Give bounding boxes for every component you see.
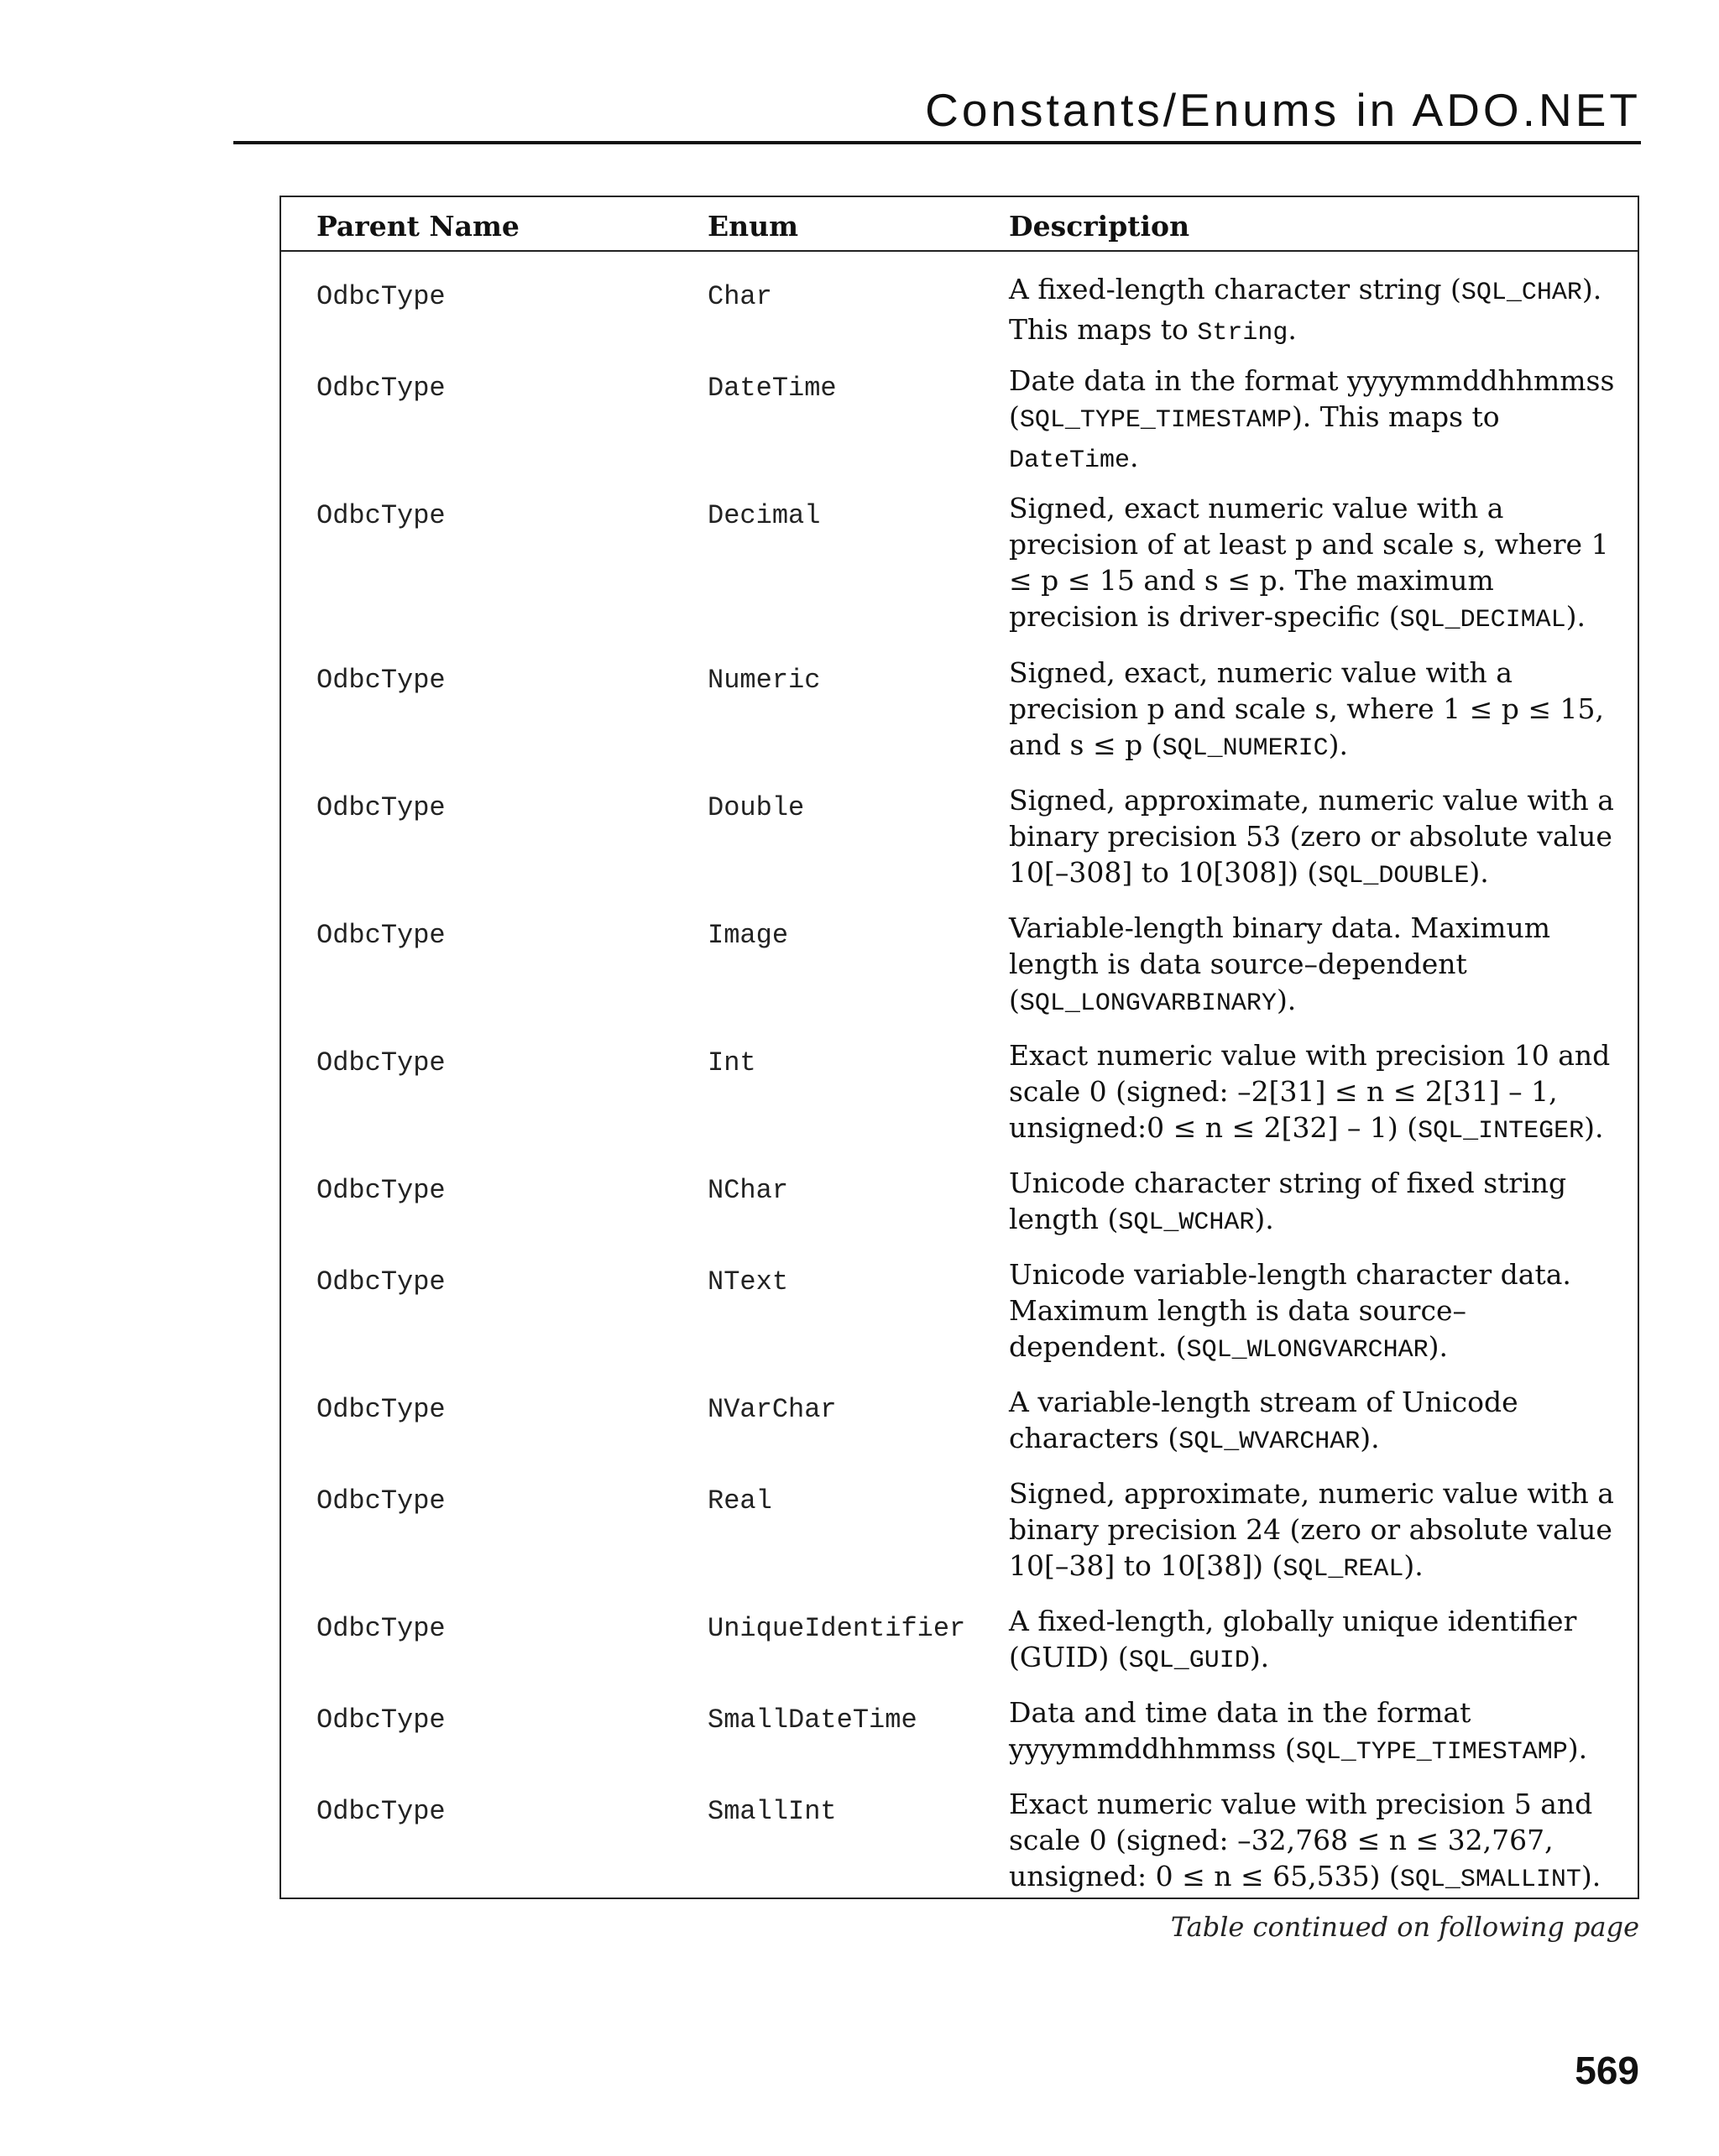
description-text: ).	[1469, 856, 1489, 889]
code-literal: SQL_LONGVARBINARY	[1019, 989, 1277, 1018]
enum-cell: NChar	[708, 1175, 789, 1206]
description-text: Exact numeric value with precision 5 and scale 0 (signed: –32,768 ≤ n ≤ 32,767, unsigned: 0 ≤ n ≤ 65,535) (	[1009, 1788, 1593, 1892]
description-text: Exact numeric value with precision 10 and scale 0 (signed: –2[31] ≤ n ≤ 2[31] – 1, unsigned:0 ≤ n ≤ 2[32] – 1) (	[1009, 1039, 1611, 1144]
parent-name-cell: OdbcType	[316, 1266, 446, 1297]
column-header-description: Description	[1009, 210, 1190, 243]
description-text: ).	[1584, 1111, 1604, 1144]
enum-cell: NVarChar	[708, 1394, 837, 1425]
code-literal: SQL_CHAR	[1460, 279, 1582, 307]
table-continued-note: Table continued on following page	[1170, 1911, 1639, 1943]
enum-cell: DateTime	[708, 373, 837, 404]
description-text: ).	[1581, 1860, 1601, 1892]
enum-cell: UniqueIdentifier	[708, 1613, 966, 1644]
code-literal: SQL_INTEGER	[1418, 1117, 1585, 1146]
code-literal: SQL_TYPE_TIMESTAMP	[1295, 1738, 1568, 1767]
parent-name-cell: OdbcType	[316, 920, 446, 951]
description-cell	[1009, 1256, 1622, 1369]
code-literal: SQL_WLONGVARCHAR	[1186, 1336, 1429, 1365]
code-literal: SQL_GUID	[1128, 1647, 1250, 1675]
parent-name-cell: OdbcType	[316, 792, 446, 823]
description-text: Signed, exact numeric value with a precision of at least p and scale s, where 1 ≤ p ≤ 15 and s ≤ p. The maximum precision is driver-specific (	[1009, 492, 1609, 633]
parent-name-cell: OdbcType	[316, 1704, 446, 1736]
description-cell	[1009, 910, 1622, 1022]
description-text: Signed, approximate, numeric value with a binary precision 24 (zero or absolute value 10[–38] to 10[38]) (	[1009, 1477, 1614, 1582]
code-literal: SQL_REAL	[1283, 1555, 1404, 1584]
parent-name-cell: OdbcType	[316, 1796, 446, 1827]
parent-name-cell: OdbcType	[316, 500, 446, 531]
parent-name-cell: OdbcType	[316, 665, 446, 696]
description-text: ).	[1276, 984, 1297, 1016]
description-text: A fixed-length, globally unique identifier (GUID) (	[1009, 1605, 1577, 1673]
parent-name-cell: OdbcType	[316, 373, 446, 404]
enum-cell: Decimal	[708, 500, 821, 531]
description-cell	[1009, 782, 1622, 895]
description-text: ). This maps to	[1009, 273, 1602, 346]
description-cell	[1009, 363, 1622, 479]
parent-name-cell: OdbcType	[316, 1175, 446, 1206]
description-cell	[1009, 1694, 1622, 1771]
column-header-enum: Enum	[708, 210, 799, 243]
enum-cell: SmallInt	[708, 1796, 837, 1827]
enum-cell: Numeric	[708, 665, 821, 696]
description-text: Date data in the format yyyymmddhhmmss (	[1009, 364, 1615, 433]
parent-name-cell: OdbcType	[316, 281, 446, 312]
description-text: .	[1130, 441, 1139, 473]
enum-cell: Double	[708, 792, 805, 823]
table-header	[281, 197, 1638, 252]
enum-cell: Char	[708, 281, 772, 312]
description-text: ).	[1328, 728, 1349, 761]
description-text: ).	[1254, 1203, 1274, 1235]
description-text: .	[1288, 313, 1297, 346]
description-text: Signed, exact, numeric value with a precision p and scale s, where 1 ≤ p ≤ 15, and s ≤ p (	[1009, 656, 1604, 761]
description-cell	[1009, 490, 1622, 639]
description-text: Unicode character string of fixed string length (	[1009, 1167, 1567, 1235]
code-literal: String	[1197, 319, 1288, 347]
enum-cell: Real	[708, 1485, 772, 1517]
code-literal: SQL_WVARCHAR	[1178, 1428, 1361, 1456]
page-number: 569	[1575, 2049, 1639, 2092]
description-cell	[1009, 655, 1622, 767]
description-cell	[1009, 1165, 1622, 1241]
code-literal: SQL_DECIMAL	[1399, 606, 1566, 634]
description-cell	[1009, 1475, 1622, 1588]
parent-name-cell: OdbcType	[316, 1485, 446, 1517]
parent-name-cell: OdbcType	[316, 1394, 446, 1425]
description-cell	[1009, 1037, 1622, 1150]
code-literal: SQL_SMALLINT	[1399, 1866, 1581, 1894]
code-literal: SQL_NUMERIC	[1162, 734, 1329, 763]
parent-name-cell: OdbcType	[316, 1047, 446, 1078]
description-text: A fixed-length character string (	[1009, 273, 1461, 305]
description-cell	[1009, 1603, 1622, 1679]
description-text: ).	[1403, 1549, 1424, 1582]
enum-table	[280, 196, 1639, 1899]
enum-cell: NText	[708, 1266, 789, 1297]
column-header-parent-name: Parent Name	[316, 210, 520, 243]
running-head: Constants/Enums in ADO.NET	[925, 84, 1641, 136]
description-text: ).	[1567, 1732, 1588, 1765]
description-text: ).	[1249, 1641, 1270, 1673]
description-text: ). This maps to	[1291, 400, 1500, 433]
description-text: A variable-length stream of Unicode characters (	[1009, 1386, 1518, 1454]
description-cell	[1009, 271, 1622, 352]
description-text: Unicode variable-length character data. Maximum length is data source–dependent. (	[1009, 1258, 1571, 1363]
enum-cell: Image	[708, 920, 789, 951]
code-literal: SQL_DOUBLE	[1318, 862, 1470, 890]
enum-cell: Int	[708, 1047, 756, 1078]
description-text: ).	[1428, 1330, 1449, 1363]
description-cell	[1009, 1786, 1622, 1898]
header-rule	[233, 141, 1641, 144]
code-literal: SQL_WCHAR	[1118, 1209, 1255, 1237]
description-text: Data and time data in the format yyyymmddhhmmss (	[1009, 1696, 1471, 1765]
description-cell	[1009, 1384, 1622, 1460]
enum-cell: SmallDateTime	[708, 1704, 917, 1736]
parent-name-cell: OdbcType	[316, 1613, 446, 1644]
description-text: ).	[1360, 1422, 1380, 1454]
code-literal: SQL_TYPE_TIMESTAMP	[1019, 406, 1292, 435]
code-literal: DateTime	[1009, 446, 1131, 475]
description-text: Signed, approximate, numeric value with a binary precision 53 (zero or absolute value 10[–308] to 10[308]) (	[1009, 784, 1614, 889]
description-text: Variable-length binary data. Maximum length is data source–dependent (	[1009, 911, 1550, 1016]
description-text: ).	[1565, 600, 1586, 633]
